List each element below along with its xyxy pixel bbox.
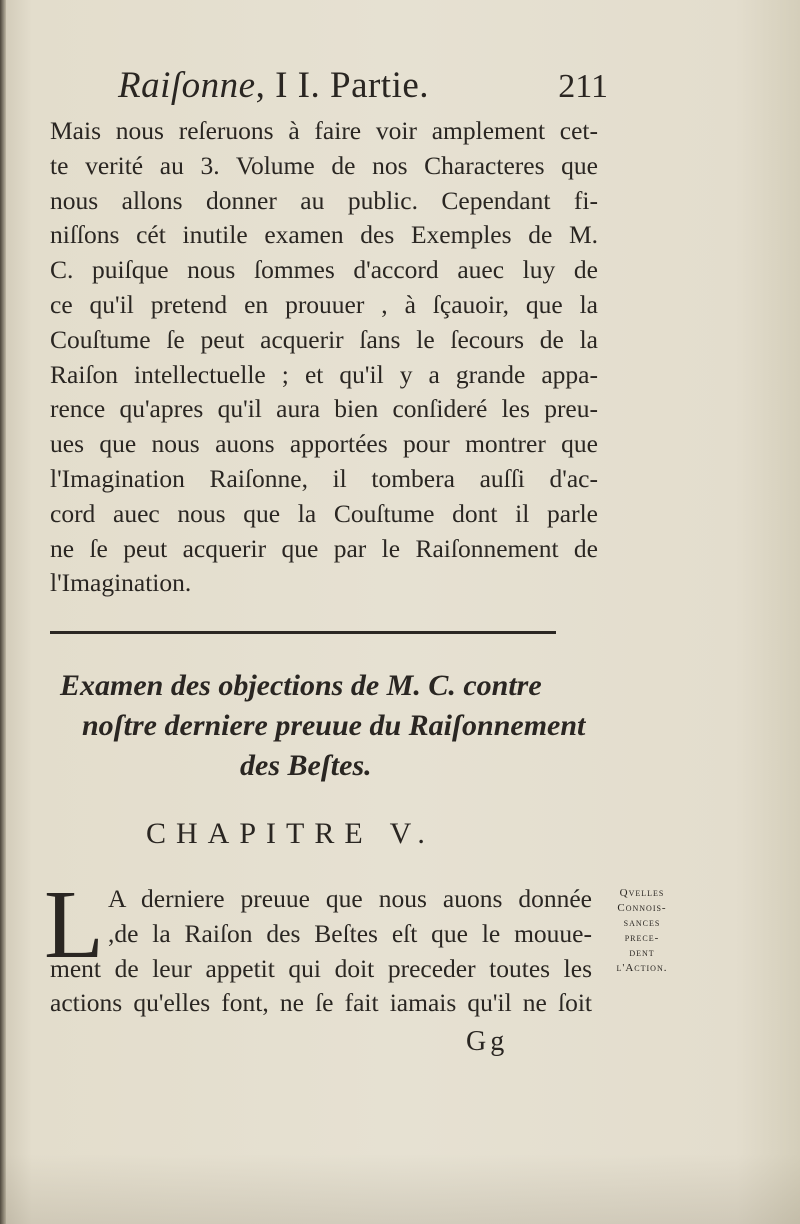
text-line: Raiſon intellectuelle ; et qu'il y a grande appa- — [50, 359, 598, 389]
text-line: rence qu'apres qu'il aura bien conſideré les preu- — [50, 394, 598, 424]
section-title — [60, 666, 600, 786]
marginal-note-line: dent — [629, 947, 655, 959]
marginal-note — [602, 886, 682, 976]
text-line: cord auec nous que la Couſtume dont il parle — [50, 498, 598, 528]
marginal-note-line: Connois- — [617, 902, 667, 914]
text-line: l'Imagination Raiſonne, il tombera auſſi d'ac- — [50, 463, 598, 493]
running-title-italic: Raiſonne — [118, 65, 256, 106]
page-header — [118, 64, 608, 118]
text-line: niſſons cét inutile examen des Exemples de M. — [50, 220, 598, 250]
page-number: 211 — [558, 68, 608, 105]
page-gutter-shadow — [0, 0, 6, 1224]
text-line: A derniere preuue que nous auons donnée — [108, 884, 592, 913]
running-title-rest: , I I. Partie. — [255, 65, 430, 106]
text-line: Couſtume ſe peut acquerir ſans le ſecours de la — [50, 324, 598, 354]
text-line: ne ſe peut acquerir que par le Raiſonnement de — [50, 533, 598, 563]
catchword: Gg — [466, 1026, 509, 1057]
running-title — [118, 64, 429, 107]
section-title-line: des Beſtes. — [240, 749, 372, 782]
text-line: Mais nous reſeruons à faire voir amplement cet- — [50, 116, 598, 145]
text-line: actions qu'elles font, ne ſe fait iamais qu'il ne ſoit — [50, 988, 592, 1018]
marginal-note-line: l'Action. — [616, 962, 668, 974]
section-title-line: Examen des objections de M. C. contre — [60, 669, 542, 702]
section-title-line: noſtre derniere preuue du Raiſonnement — [82, 709, 586, 742]
text-line: te verité au 3. Volume de nos Characteres que — [50, 150, 598, 180]
drop-capital: L — [44, 871, 104, 979]
section-divider-rule — [50, 631, 556, 634]
text-line: nous allons donner au public. Cependant fi- — [50, 185, 598, 215]
text-line: ce qu'il pretend en prouuer , à ſçauoir, que la — [50, 289, 598, 319]
marginal-note-line: Qvelles — [619, 887, 665, 899]
text-line: l'Imagination. — [50, 568, 192, 598]
chapter-paragraph — [50, 882, 592, 1021]
body-paragraph — [50, 114, 598, 601]
page-bottom-shading — [0, 1154, 800, 1224]
marginal-note-line: prece- — [624, 932, 660, 944]
marginal-note-line: sances — [623, 917, 661, 929]
text-line: C. puiſque nous ſommes d'accord auec luy de — [50, 255, 598, 285]
chapter-heading: CHAPITRE V. — [146, 817, 435, 850]
text-line: ues que nous auons apportées pour montrer que — [50, 429, 598, 459]
text-line: ,de la Raiſon des Beſtes eſt que le mouue- — [108, 918, 592, 948]
text-line: ment de leur appetit qui doit preceder toutes les — [50, 953, 592, 983]
